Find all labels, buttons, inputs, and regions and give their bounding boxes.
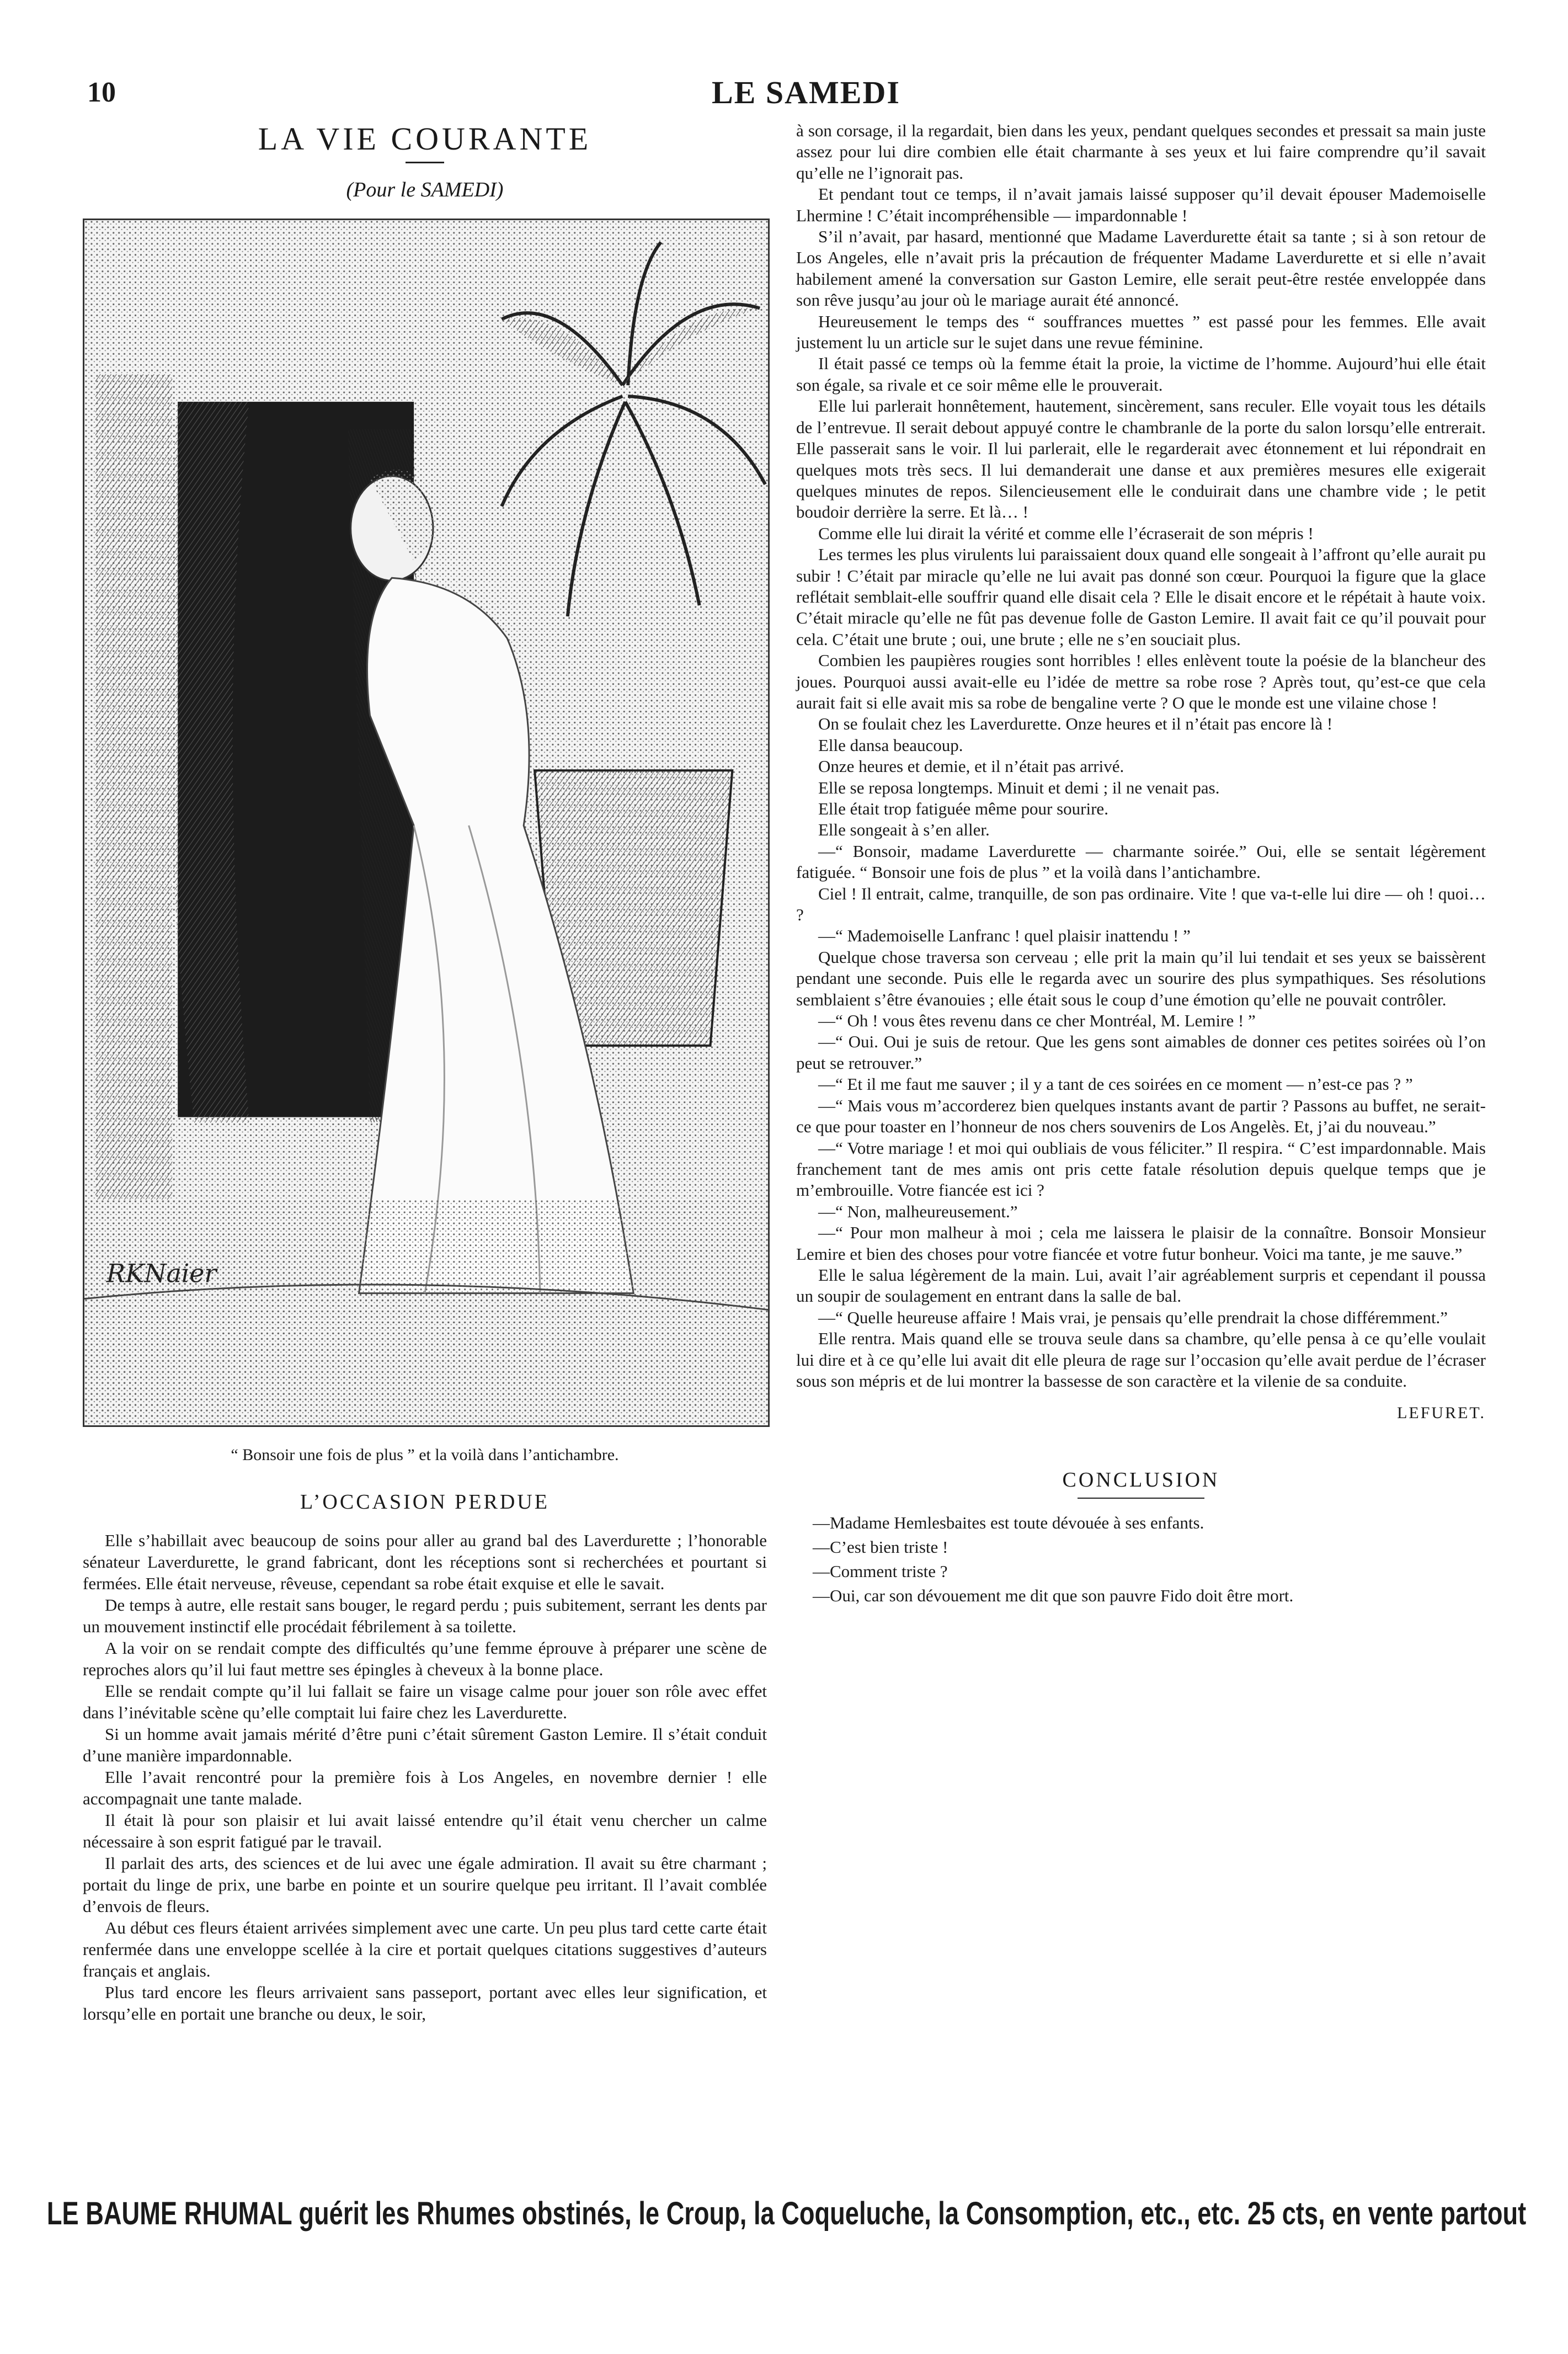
paragraph: —“ Mais vous m’accorderez bien quelques instants avant de partir ? Passons au buffet, ne serait-ce que pour toaster en l’honneur de nos chers souvenirs de Los Angelès. Et, j’ai du nouveau.” (796, 1095, 1486, 1137)
author-signature: LEFURET. (1397, 1404, 1486, 1423)
paragraph: Elle était trop fatiguée même pour sourire. (818, 799, 1108, 818)
masthead: LE SAMEDI (712, 74, 900, 110)
paragraph: Au début ces fleurs étaient arrivées simplement avec une carte. Un peu plus tard cette carte était renfermée dans une enveloppe scellée à la cire et portait quelques citations suggestives d’auteurs français et anglais. (83, 1918, 767, 1980)
paragraph: Heureusement le temps des “ souffrances muettes ” est passé pour les femmes. Elle avait justement lu un article sur le sujet dans une revue féminine. (796, 311, 1486, 353)
paragraph: Il parlait des arts, des sciences et de lui avec une égale admiration. Il avait su être charmant ; portait du linge de prix, une barbe en pointe et un sourire quelque peu irritant. Il l’avait comblée d’envois de fleurs. (83, 1854, 767, 1916)
illustration (83, 219, 770, 1427)
paragraph: Elle le salua légèrement de la main. Lui, avait l’air agréablement surpris et cependant il poussa un soupir de soulagement en entrant dans la salle de bal. (796, 1265, 1486, 1306)
story-title: L’OCCASION PERDUE (300, 1490, 550, 1514)
paragraph: Quelque chose traversa son cerveau ; elle prit la main qu’il lui tendait et ses yeux se baissèrent pendant une seconde. Puis elle le regarda avec un sourire des plus sympathiques. Ses résolutions semblaient s’être évanouies ; elle était sous le coup d’une émotion qu’elle ne pouvait contrôler. (796, 947, 1486, 1009)
paragraph: —“ Oh ! vous êtes revenu dans ce cher Montréal, M. Lemire ! ” (818, 1011, 1256, 1031)
paragraph: Et pendant tout ce temps, il n’avait jamais laissé supposer qu’il devait épouser Mademoiselle Lhermine ! C’était incompréhensible — impardonnable ! (796, 184, 1486, 225)
paragraph: à son corsage, il la regardait, bien dans les yeux, pendant quelques secondes et pressait sa main juste assez pour lui dire combien elle était charmante à ses yeux et lui faire comprendre qu’il savait qu’elle ne l’ignorait pas. (796, 121, 1486, 183)
paragraph: Elle l’avait rencontré pour la première fois à Los Angeles, en novembre dernier ! elle accompagnait une tante malade. (83, 1767, 767, 1808)
paragraph: Combien les paupières rougies sont horribles ! elles enlèvent toute la poésie de la blancheur des joues. Pourquoi aussi avait-elle eu l’idée de mettre sa robe rose ? Après tout, qu’est-ce que cela aurait fait si elle avait mis sa robe de bengaline verte ? O que le monde est une vilaine chose ! (796, 651, 1486, 712)
paragraph: Elle lui parlerait honnêtement, hautement, sincèrement, sans reculer. Elle voyait tous les détails de l’entrevue. Il serait debout appuyé contre le chambranle de la porte du salon lorsqu’elle entrerait. Elle passerait sans le voir. Il lui parlerait, elle le regarderait avec étonnement et lui répondrait en quelques mots très secs. Il lui demanderait une danse et aux premières mesures elle exigerait quelques minutes de repos. Silencieusement elle le conduirait dans une chambre vide ; le petit boudoir derrière la serre. Et là… ! (796, 396, 1486, 522)
paragraph: Elle dansa beaucoup. (818, 735, 963, 755)
section-title: LA VIE COURANTE (258, 121, 592, 157)
paragraph: —“ Quelle heureuse affaire ! Mais vrai, je pensais qu’elle prendrait la chose différemment.” (818, 1307, 1448, 1327)
paragraph: S’il n’avait, par hasard, mentionné que Madame Laverdurette était sa tante ; si à son retour de Los Angeles, elle n’avait pris la précaution de fréquenter Madame Laverdurette et si elle n’avait habilement amené la conversation sur Gaston Lemire, elle serait peut-être restée enveloppée dans son rêve jusqu’au jour où le mariage aurait été annoncé. (796, 227, 1486, 310)
illustration-caption: “ Bonsoir une fois de plus ” et la voilà dans l’antichambre. (231, 1446, 619, 1464)
paragraph: Il était passé ce temps où la femme était la proie, la victime de l’homme. Aujourd’hui elle était son égale, sa rivale et ce soir même elle le prouverait. (796, 354, 1486, 395)
dialogue-line: —Madame Hemlesbaites est toute dévouée à ses enfants. (813, 1513, 1204, 1533)
paragraph: Elle se reposa longtemps. Minuit et demi ; il ne venait pas. (818, 777, 1220, 797)
paragraph: Elle s’habillait avec beaucoup de soins pour aller au grand bal des Laverdurette ; l’honorable sénateur Laverdurette, le grand fabricant, dont les réceptions sont si recherchées et pourtant si fermées. Elle était nerveuse, rêveuse, cependant sa robe était exquise et elle le savait. (83, 1531, 767, 1593)
right-column (796, 120, 1486, 1608)
advertisement-banner: LE BAUME RHUMAL guérit les Rhumes obstinés, le Croup, la Coqueluche, la Consomption, etc., etc. 25 cts, en vente partout (46, 2196, 1527, 2231)
dialogue-line: —C’est bien triste ! (813, 1537, 948, 1557)
paragraph: —“ Oui. Oui je suis de retour. Que les gens sont aimables de donner ces petites soirées où l’on peut se retrouver.” (796, 1032, 1486, 1073)
engraving-woman-in-gown-at-curtain-icon (84, 220, 768, 1425)
paragraph: On se foulait chez les Laverdurette. Onze heures et il n’était pas encore là ! (818, 714, 1333, 734)
paragraph: De temps à autre, elle restait sans bouger, le regard perdu ; puis subitement, serrant les dents par un mouvement instinctif elle procédait fébrilement à sa toilette. (83, 1595, 767, 1636)
conclusion-dialogue (796, 1511, 1486, 1608)
paragraph: Elle se rendait compte qu’il lui fallait se faire un visage calme pour jouer son rôle avec effet dans l’inévitable scène qu’elle comptait lui faire chez les Laverdurette. (83, 1681, 767, 1722)
paragraph: —“ Non, malheureusement.” (818, 1201, 1018, 1221)
left-column (83, 120, 767, 2025)
section-subtitle: (Pour le SAMEDI) (346, 178, 504, 201)
paragraph: Il était là pour son plaisir et lui avait laissé entendre qu’il était venu chercher un calme nécessaire à son esprit fatigué par le travail. (83, 1810, 767, 1851)
conclusion-title: CONCLUSION (1062, 1468, 1220, 1492)
paragraph: Plus tard encore les fleurs arrivaient sans passeport, portant avec elles leur signification, et lorsqu’elle en portait une branche ou deux, le soir, (83, 1983, 767, 2023)
paragraph: Comme elle lui dirait la vérité et comme elle l’écraserait de son mépris ! (818, 523, 1314, 543)
left-body (83, 1530, 767, 2025)
paragraph: A la voir on se rendait compte des difficultés qu’une femme éprouve à préparer une scène de reproches alors qu’il lui faut mettre ses épingles à cheveux à la bonne place. (83, 1638, 767, 1679)
conclusion-rule (1078, 1498, 1204, 1499)
paragraph: Si un homme avait jamais mérité d’être puni c’était sûrement Gaston Lemire. Il s’était conduit d’une manière impardonnable. (83, 1724, 767, 1765)
paragraph: —“ Bonsoir, madame Laverdurette — charmante soirée.” Oui, elle se sentait légèrement fatiguée. “ Bonsoir une fois de plus ” et la voilà dans l’antichambre. (796, 841, 1486, 882)
dialogue-line: —Comment triste ? (813, 1562, 948, 1581)
paragraph: Ciel ! Il entrait, calme, tranquille, de son pas ordinaire. Vite ! que va-t-elle lui dire — oh ! quoi… ? (796, 883, 1486, 925)
paragraph: —“ Et il me faut me sauver ; il y a tant de ces soirées en ce moment — n’est-ce pas ? ” (818, 1074, 1413, 1094)
paragraph: Elle rentra. Mais quand elle se trouva seule dans sa chambre, qu’elle pensa à ce qu’elle voulait lui dire et à ce qu’elle lui avait dit elle pleura de rage sur l’occasion qu’elle avait perdue de l’écraser sous son mépris et de lui montrer la bassesse de son caractère et la vilenie de sa conduite. (796, 1329, 1486, 1391)
dialogue-line: —Oui, car son dévouement me dit que son pauvre Fido doit être mort. (813, 1586, 1294, 1606)
paragraph: —“ Mademoiselle Lanfranc ! quel plaisir inattendu ! ” (818, 926, 1191, 946)
right-body (796, 120, 1486, 1392)
paragraph: Elle songeait à s’en aller. (818, 820, 990, 840)
paragraph: —“ Pour mon malheur à moi ; cela me laissera le plaisir de la connaître. Bonsoir Monsieur Lemire et bien des choses pour votre fiancée et votre futur bonheur. Voici ma tante, je me sauve.” (796, 1223, 1486, 1264)
paragraph: —“ Votre mariage ! et moi qui oubliais de vous féliciter.” Il respira. “ C’est impardonnable. Mais franchement tant de mes amis ont pris cette fatale résolution depuis quelque temps que je m’embrouille. Votre fiancée est ici ? (796, 1138, 1486, 1200)
page-number: 10 (87, 77, 116, 108)
title-rule (406, 162, 444, 163)
artist-signature: RKNaier (106, 1258, 217, 1288)
paragraph: Les termes les plus virulents lui paraissaient doux quand elle songeait à l’affront qu’elle aurait pu subir ! C’était par miracle qu’elle ne lui avait pas donné son cœur. Pourquoi la figure que la glace reflétait semblait-elle souffrir quand elle disait cela ? Elle le disait encore et le répétait à haute voix. C’était miracle qu’elle ne fût pas devenue folle de Gaston Lemire. Il avait fait ce qu’il pouvait pour cela. C’était une brute ; oui, une brute ; elle ne s’en souciait plus. (796, 545, 1486, 649)
paragraph: Onze heures et demie, et il n’était pas arrivé. (818, 757, 1124, 776)
